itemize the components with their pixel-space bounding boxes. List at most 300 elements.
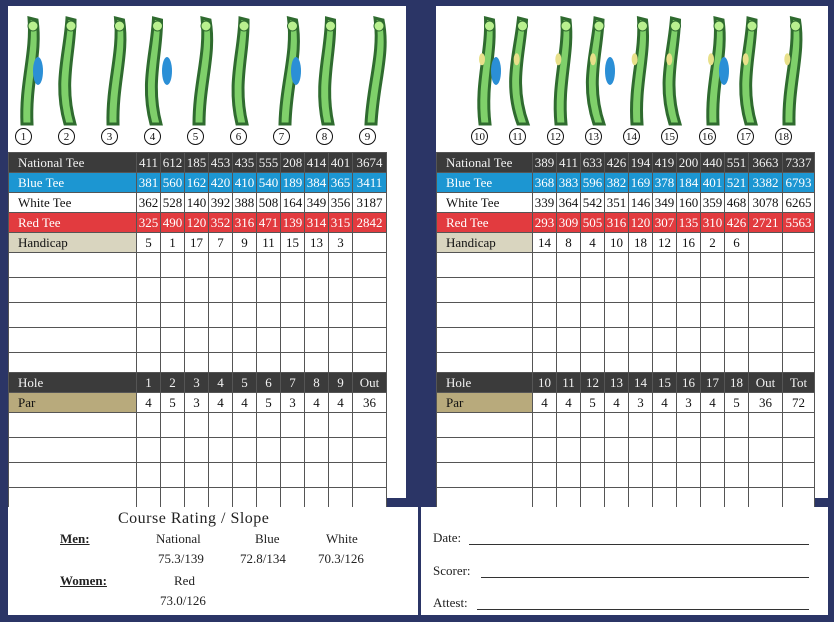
blue-tee-row-cell: 560 xyxy=(161,173,185,193)
score-entry-row-cell[interactable] xyxy=(557,253,581,278)
score-entry-row-label xyxy=(9,328,137,353)
hole-diagram-11 xyxy=(504,12,540,135)
score-entry-row-label xyxy=(437,463,533,488)
blue-tee-row-cell: 3382 xyxy=(749,173,783,193)
score-entry-row-label xyxy=(437,278,533,303)
score-entry-row-cell[interactable] xyxy=(185,303,209,328)
par-row-cell: 36 xyxy=(353,393,387,413)
score-entry-row-cell[interactable] xyxy=(329,438,353,463)
score-entry-row-cell[interactable] xyxy=(281,328,305,353)
handicap-row-cell: 12 xyxy=(653,233,677,253)
score-entry-row-cell[interactable] xyxy=(353,438,387,463)
score-entry-row-cell[interactable] xyxy=(257,463,281,488)
score-entry-row-label xyxy=(437,303,533,328)
score-entry-row-cell[interactable] xyxy=(783,328,815,353)
score-entry-row-cell[interactable] xyxy=(701,413,725,438)
score-entry-row-cell[interactable] xyxy=(137,413,161,438)
score-entry-row-cell[interactable] xyxy=(137,253,161,278)
score-entry-row-cell[interactable] xyxy=(605,278,629,303)
scorer-line[interactable] xyxy=(481,577,809,578)
national-tee-row-cell: 440 xyxy=(701,153,725,173)
blue-tee-row-cell: 3411 xyxy=(353,173,387,193)
score-entry-row-cell[interactable] xyxy=(281,253,305,278)
score-entry-row-cell[interactable] xyxy=(677,278,701,303)
red-tee-row-cell: 505 xyxy=(581,213,605,233)
national-tee-row-cell: 208 xyxy=(281,153,305,173)
score-entry-row-cell[interactable] xyxy=(677,413,701,438)
score-entry-row-cell[interactable] xyxy=(725,278,749,303)
score-entry-row-cell[interactable] xyxy=(749,253,783,278)
hole-row-cell: 5 xyxy=(233,373,257,393)
score-entry-row-cell[interactable] xyxy=(533,253,557,278)
blue-tee-row-cell: 365 xyxy=(329,173,353,193)
score-entry-row-cell[interactable] xyxy=(581,253,605,278)
hole-number-badge: 14 xyxy=(623,128,640,145)
hole-row-cell: Out xyxy=(353,373,387,393)
blue-tee-row-label: Blue Tee xyxy=(9,173,137,193)
score-entry-row xyxy=(437,253,815,278)
par-row-cell: 4 xyxy=(305,393,329,413)
spacer-row xyxy=(437,353,815,373)
score-entry-row-cell[interactable] xyxy=(653,253,677,278)
blue-tee-row-cell: 6793 xyxy=(783,173,815,193)
score-entry-row xyxy=(9,303,387,328)
score-entry-row-cell[interactable] xyxy=(185,438,209,463)
hole-diagram-7 xyxy=(266,12,302,135)
par-row-cell: 4 xyxy=(209,393,233,413)
score-entry-row-cell[interactable] xyxy=(605,438,629,463)
score-entry-row-cell[interactable] xyxy=(533,328,557,353)
score-entry-row-cell[interactable] xyxy=(533,413,557,438)
score-entry-row-cell[interactable] xyxy=(161,328,185,353)
score-entry-row-cell[interactable] xyxy=(701,463,725,488)
score-entry-row-cell[interactable] xyxy=(677,303,701,328)
white-tee-row-label: White Tee xyxy=(437,193,533,213)
score-entry-row-cell[interactable] xyxy=(701,438,725,463)
attest-line[interactable] xyxy=(477,609,809,610)
score-entry-row-cell[interactable] xyxy=(281,278,305,303)
score-entry-row-cell[interactable] xyxy=(161,253,185,278)
score-entry-row-cell[interactable] xyxy=(725,328,749,353)
white-tee-row xyxy=(9,193,387,213)
blue-tee-row-cell: 384 xyxy=(305,173,329,193)
score-entry-row-cell[interactable] xyxy=(161,413,185,438)
score-entry-row-cell[interactable] xyxy=(209,303,233,328)
score-entry-row-cell[interactable] xyxy=(209,463,233,488)
back-nine-card xyxy=(436,6,828,498)
hole-row-cell: 11 xyxy=(557,373,581,393)
national-tee-row xyxy=(437,153,815,173)
score-entry-row-cell[interactable] xyxy=(353,303,387,328)
score-entry-row-cell[interactable] xyxy=(233,303,257,328)
spacer-row-cell xyxy=(281,353,305,373)
blue-tee-row-cell: 521 xyxy=(725,173,749,193)
par-row-cell: 3 xyxy=(281,393,305,413)
score-entry-row-cell[interactable] xyxy=(353,278,387,303)
handicap-row-cell xyxy=(749,233,783,253)
par-row-cell: 5 xyxy=(161,393,185,413)
back-hole-diagrams xyxy=(436,6,828,152)
date-line[interactable] xyxy=(469,544,809,545)
score-entry-row-cell[interactable] xyxy=(783,438,815,463)
score-entry-row-cell[interactable] xyxy=(185,278,209,303)
white-tee-row-cell: 349 xyxy=(653,193,677,213)
hole-row-cell: 18 xyxy=(725,373,749,393)
score-entry-row-cell[interactable] xyxy=(305,413,329,438)
red-tee-row-label: Red Tee xyxy=(9,213,137,233)
hole-row-cell: 13 xyxy=(605,373,629,393)
score-entry-row-cell[interactable] xyxy=(581,463,605,488)
national-tee-row-label: National Tee xyxy=(437,153,533,173)
score-entry-row-cell[interactable] xyxy=(783,303,815,328)
score-entry-row-cell[interactable] xyxy=(305,463,329,488)
handicap-row-cell xyxy=(353,233,387,253)
hole-number-badge: 15 xyxy=(661,128,678,145)
red-tee-row-cell: 5563 xyxy=(783,213,815,233)
score-entry-row-cell[interactable] xyxy=(629,413,653,438)
score-entry-row-label xyxy=(9,303,137,328)
hole-diagram-17 xyxy=(732,12,768,135)
score-entry-row-cell[interactable] xyxy=(533,463,557,488)
score-entry-row-cell[interactable] xyxy=(725,253,749,278)
men-national-tee: National xyxy=(156,531,201,546)
hole-row-cell: 15 xyxy=(653,373,677,393)
score-entry-row-cell[interactable] xyxy=(209,253,233,278)
score-entry-row-cell[interactable] xyxy=(701,303,725,328)
hole-row xyxy=(437,373,815,393)
score-entry-row-cell[interactable] xyxy=(581,413,605,438)
score-entry-row-cell[interactable] xyxy=(605,413,629,438)
score-entry-row-cell[interactable] xyxy=(353,463,387,488)
white-tee-row-cell: 349 xyxy=(305,193,329,213)
score-entry-row-cell[interactable] xyxy=(185,253,209,278)
spacer-row-cell xyxy=(185,353,209,373)
score-entry-row-cell[interactable] xyxy=(209,413,233,438)
score-entry-row-cell[interactable] xyxy=(209,438,233,463)
score-entry-row-cell[interactable] xyxy=(677,328,701,353)
score-entry-row-cell[interactable] xyxy=(257,303,281,328)
score-entry-row-cell[interactable] xyxy=(725,303,749,328)
score-entry-row-label xyxy=(437,253,533,278)
score-entry-row-cell[interactable] xyxy=(305,253,329,278)
score-entry-row-cell[interactable] xyxy=(749,463,783,488)
score-entry-row-cell[interactable] xyxy=(783,278,815,303)
score-entry-row xyxy=(9,253,387,278)
hole-row-cell: 17 xyxy=(701,373,725,393)
national-tee-row-cell: 411 xyxy=(137,153,161,173)
score-entry-row-cell[interactable] xyxy=(533,438,557,463)
white-tee-row-cell: 356 xyxy=(329,193,353,213)
back-scorecard-table xyxy=(436,152,815,513)
white-tee-row-cell: 140 xyxy=(185,193,209,213)
blue-tee-row-cell: 368 xyxy=(533,173,557,193)
score-entry-row-cell[interactable] xyxy=(653,413,677,438)
red-tee-row-cell: 314 xyxy=(305,213,329,233)
red-tee-row-cell: 120 xyxy=(629,213,653,233)
score-entry-row xyxy=(9,278,387,303)
score-entry-row-cell[interactable] xyxy=(185,463,209,488)
score-entry-row-cell[interactable] xyxy=(581,278,605,303)
par-row-cell: 36 xyxy=(749,393,783,413)
score-entry-row-cell[interactable] xyxy=(257,253,281,278)
blue-tee-row-cell: 184 xyxy=(677,173,701,193)
score-entry-row-cell[interactable] xyxy=(185,413,209,438)
score-entry-row-cell[interactable] xyxy=(701,278,725,303)
score-entry-row-cell[interactable] xyxy=(257,328,281,353)
score-entry-row-cell[interactable] xyxy=(701,328,725,353)
score-entry-row-cell[interactable] xyxy=(653,303,677,328)
blue-tee-row-cell: 162 xyxy=(185,173,209,193)
hole-row-label: Hole xyxy=(437,373,533,393)
red-tee-row-cell: 120 xyxy=(185,213,209,233)
score-entry-row-cell[interactable] xyxy=(749,328,783,353)
hole-number-badge: 9 xyxy=(359,128,376,145)
score-entry-row-cell[interactable] xyxy=(137,278,161,303)
hole-diagram-15 xyxy=(656,12,692,135)
national-tee-row-cell: 411 xyxy=(557,153,581,173)
score-entry-row-cell[interactable] xyxy=(233,253,257,278)
score-entry-row-cell[interactable] xyxy=(209,328,233,353)
hole-number-badge: 13 xyxy=(585,128,602,145)
hole-number-badge: 11 xyxy=(509,128,526,145)
par-row-cell: 4 xyxy=(557,393,581,413)
score-entry-row-cell[interactable] xyxy=(161,303,185,328)
spacer-row-cell xyxy=(209,353,233,373)
score-entry-row-cell[interactable] xyxy=(257,438,281,463)
spacer-row-cell xyxy=(353,353,387,373)
score-entry-row-cell[interactable] xyxy=(281,303,305,328)
national-tee-row-cell: 389 xyxy=(533,153,557,173)
score-entry-row-cell[interactable] xyxy=(329,413,353,438)
score-entry-row-cell[interactable] xyxy=(677,253,701,278)
national-tee-row xyxy=(9,153,387,173)
score-entry-row-cell[interactable] xyxy=(353,328,387,353)
par-row-cell: 4 xyxy=(137,393,161,413)
blue-tee-row-cell: 189 xyxy=(281,173,305,193)
score-entry-row-cell[interactable] xyxy=(605,303,629,328)
hole-number-badge: 7 xyxy=(273,128,290,145)
score-entry-row-cell[interactable] xyxy=(605,463,629,488)
national-tee-row-cell: 555 xyxy=(257,153,281,173)
hole-number-badge: 18 xyxy=(775,128,792,145)
handicap-row-label: Handicap xyxy=(437,233,533,253)
par-row-label: Par xyxy=(437,393,533,413)
red-tee-row-cell: 2842 xyxy=(353,213,387,233)
signature-panel xyxy=(421,507,828,615)
score-entry-row-cell[interactable] xyxy=(353,413,387,438)
red-tee-row-cell: 316 xyxy=(233,213,257,233)
score-entry-row-cell[interactable] xyxy=(137,303,161,328)
national-tee-row-cell: 551 xyxy=(725,153,749,173)
score-entry-row-cell[interactable] xyxy=(281,438,305,463)
handicap-row-cell: 18 xyxy=(629,233,653,253)
score-entry-row-cell[interactable] xyxy=(137,328,161,353)
score-entry-row-cell[interactable] xyxy=(257,413,281,438)
score-entry-row-cell[interactable] xyxy=(137,463,161,488)
handicap-row-cell: 1 xyxy=(161,233,185,253)
score-entry-row-cell[interactable] xyxy=(305,438,329,463)
hole-row-cell: 14 xyxy=(629,373,653,393)
score-entry-row-cell[interactable] xyxy=(257,278,281,303)
par-row-cell: 5 xyxy=(257,393,281,413)
score-entry-row-cell[interactable] xyxy=(749,413,783,438)
spacer-row-label xyxy=(437,353,533,373)
score-entry-row-cell[interactable] xyxy=(209,278,233,303)
hole-row-cell: Tot xyxy=(783,373,815,393)
score-entry-row-cell[interactable] xyxy=(305,328,329,353)
spacer-row-cell xyxy=(783,353,815,373)
men-label: Men: xyxy=(60,531,90,546)
score-entry-row-cell[interactable] xyxy=(233,463,257,488)
score-entry-row-cell[interactable] xyxy=(233,438,257,463)
score-entry-row-cell[interactable] xyxy=(557,438,581,463)
score-entry-row-cell[interactable] xyxy=(305,278,329,303)
handicap-row-cell: 3 xyxy=(329,233,353,253)
national-tee-row-cell: 3674 xyxy=(353,153,387,173)
men-blue-tee: Blue xyxy=(255,531,280,546)
score-entry-row-cell[interactable] xyxy=(329,253,353,278)
white-tee-row-cell: 364 xyxy=(557,193,581,213)
hole-row-cell: 16 xyxy=(677,373,701,393)
hole-row-cell: 2 xyxy=(161,373,185,393)
spacer-row-cell xyxy=(749,353,783,373)
national-tee-row-label: National Tee xyxy=(9,153,137,173)
hole-diagram-16 xyxy=(694,12,730,135)
hole-row-cell: 8 xyxy=(305,373,329,393)
score-entry-row-cell[interactable] xyxy=(329,303,353,328)
score-entry-row-cell[interactable] xyxy=(725,463,749,488)
score-entry-row-cell[interactable] xyxy=(653,328,677,353)
score-entry-row-cell[interactable] xyxy=(305,303,329,328)
scorer-label: Scorer: xyxy=(433,563,471,578)
hole-row-cell: 6 xyxy=(257,373,281,393)
blue-tee-row-cell: 540 xyxy=(257,173,281,193)
score-entry-row-cell[interactable] xyxy=(557,413,581,438)
par-row xyxy=(437,393,815,413)
score-entry-row-cell[interactable] xyxy=(161,278,185,303)
hole-number-badge: 5 xyxy=(187,128,204,145)
rating-title: Course Rating / Slope xyxy=(118,510,270,527)
par-row-cell: 3 xyxy=(629,393,653,413)
score-entry-row-cell[interactable] xyxy=(629,303,653,328)
score-entry-row-cell[interactable] xyxy=(725,413,749,438)
red-tee-row-cell: 426 xyxy=(725,213,749,233)
national-tee-row-cell: 435 xyxy=(233,153,257,173)
score-entry-row xyxy=(437,328,815,353)
score-entry-row-cell[interactable] xyxy=(161,463,185,488)
white-tee-row-cell: 6265 xyxy=(783,193,815,213)
red-tee-row-cell: 139 xyxy=(281,213,305,233)
score-entry-row-label xyxy=(437,413,533,438)
score-entry-row-cell[interactable] xyxy=(185,328,209,353)
score-entry-row-cell[interactable] xyxy=(533,278,557,303)
score-entry-row-cell[interactable] xyxy=(783,463,815,488)
par-row-cell: 4 xyxy=(533,393,557,413)
score-entry-row-cell[interactable] xyxy=(233,328,257,353)
score-entry-row-cell[interactable] xyxy=(161,438,185,463)
blue-tee-row-cell: 383 xyxy=(557,173,581,193)
score-entry-row-cell[interactable] xyxy=(329,278,353,303)
score-entry-row-cell[interactable] xyxy=(749,278,783,303)
score-entry-row-cell[interactable] xyxy=(581,438,605,463)
score-entry-row-cell[interactable] xyxy=(653,463,677,488)
score-entry-row-cell[interactable] xyxy=(749,303,783,328)
red-tee-row-cell: 307 xyxy=(653,213,677,233)
spacer-row-cell xyxy=(557,353,581,373)
score-entry-row-cell[interactable] xyxy=(233,413,257,438)
score-entry-row-cell[interactable] xyxy=(677,463,701,488)
score-entry-row-cell[interactable] xyxy=(783,413,815,438)
score-entry-row-cell[interactable] xyxy=(725,438,749,463)
blue-tee-row-cell: 169 xyxy=(629,173,653,193)
score-entry-row-cell[interactable] xyxy=(605,253,629,278)
par-row-cell: 4 xyxy=(701,393,725,413)
white-tee-row-cell: 351 xyxy=(605,193,629,213)
score-entry-row-cell[interactable] xyxy=(581,303,605,328)
score-entry-row-cell[interactable] xyxy=(701,253,725,278)
white-tee-row-label: White Tee xyxy=(9,193,137,213)
score-entry-row-cell[interactable] xyxy=(281,463,305,488)
hole-row-cell: 4 xyxy=(209,373,233,393)
score-entry-row-cell[interactable] xyxy=(557,463,581,488)
hole-number-badge: 17 xyxy=(737,128,754,145)
hole-number-badge: 1 xyxy=(15,128,32,145)
hole-row-cell: 3 xyxy=(185,373,209,393)
hole-row-cell: Out xyxy=(749,373,783,393)
score-entry-row-cell[interactable] xyxy=(533,303,557,328)
handicap-row xyxy=(9,233,387,253)
score-entry-row-cell[interactable] xyxy=(629,253,653,278)
score-entry-row-cell[interactable] xyxy=(557,278,581,303)
handicap-row-cell: 6 xyxy=(725,233,749,253)
spacer-row xyxy=(9,353,387,373)
score-entry-row-cell[interactable] xyxy=(557,303,581,328)
red-tee-row-cell: 2721 xyxy=(749,213,783,233)
score-entry-row-cell[interactable] xyxy=(353,253,387,278)
score-entry-row-cell[interactable] xyxy=(233,278,257,303)
score-entry-row-cell[interactable] xyxy=(629,278,653,303)
score-entry-row-cell[interactable] xyxy=(629,438,653,463)
score-entry-row-cell[interactable] xyxy=(653,278,677,303)
spacer-row-cell xyxy=(329,353,353,373)
score-entry-row-cell[interactable] xyxy=(281,413,305,438)
score-entry-row-cell[interactable] xyxy=(749,438,783,463)
score-entry-row-cell[interactable] xyxy=(605,328,629,353)
hole-row-cell: 7 xyxy=(281,373,305,393)
score-entry-row-cell[interactable] xyxy=(677,438,701,463)
hole-number-badge: 10 xyxy=(471,128,488,145)
score-entry-row-cell[interactable] xyxy=(581,328,605,353)
score-entry-row-label xyxy=(9,253,137,278)
red-tee-row-cell: 325 xyxy=(137,213,161,233)
par-row-cell: 4 xyxy=(233,393,257,413)
score-entry-row-cell[interactable] xyxy=(557,328,581,353)
hole-diagram-2 xyxy=(51,12,87,135)
score-entry-row-cell[interactable] xyxy=(783,253,815,278)
score-entry-row-cell[interactable] xyxy=(137,438,161,463)
blue-tee-row-cell: 596 xyxy=(581,173,605,193)
hole-number-badge: 3 xyxy=(101,128,118,145)
par-row-cell: 5 xyxy=(581,393,605,413)
spacer-row-cell xyxy=(305,353,329,373)
white-tee-row-cell: 164 xyxy=(281,193,305,213)
score-entry-row-cell[interactable] xyxy=(629,463,653,488)
score-entry-row-cell[interactable] xyxy=(329,463,353,488)
score-entry-row-cell[interactable] xyxy=(629,328,653,353)
red-tee-row-cell: 352 xyxy=(209,213,233,233)
score-entry-row-cell[interactable] xyxy=(653,438,677,463)
score-entry-row-cell[interactable] xyxy=(329,328,353,353)
